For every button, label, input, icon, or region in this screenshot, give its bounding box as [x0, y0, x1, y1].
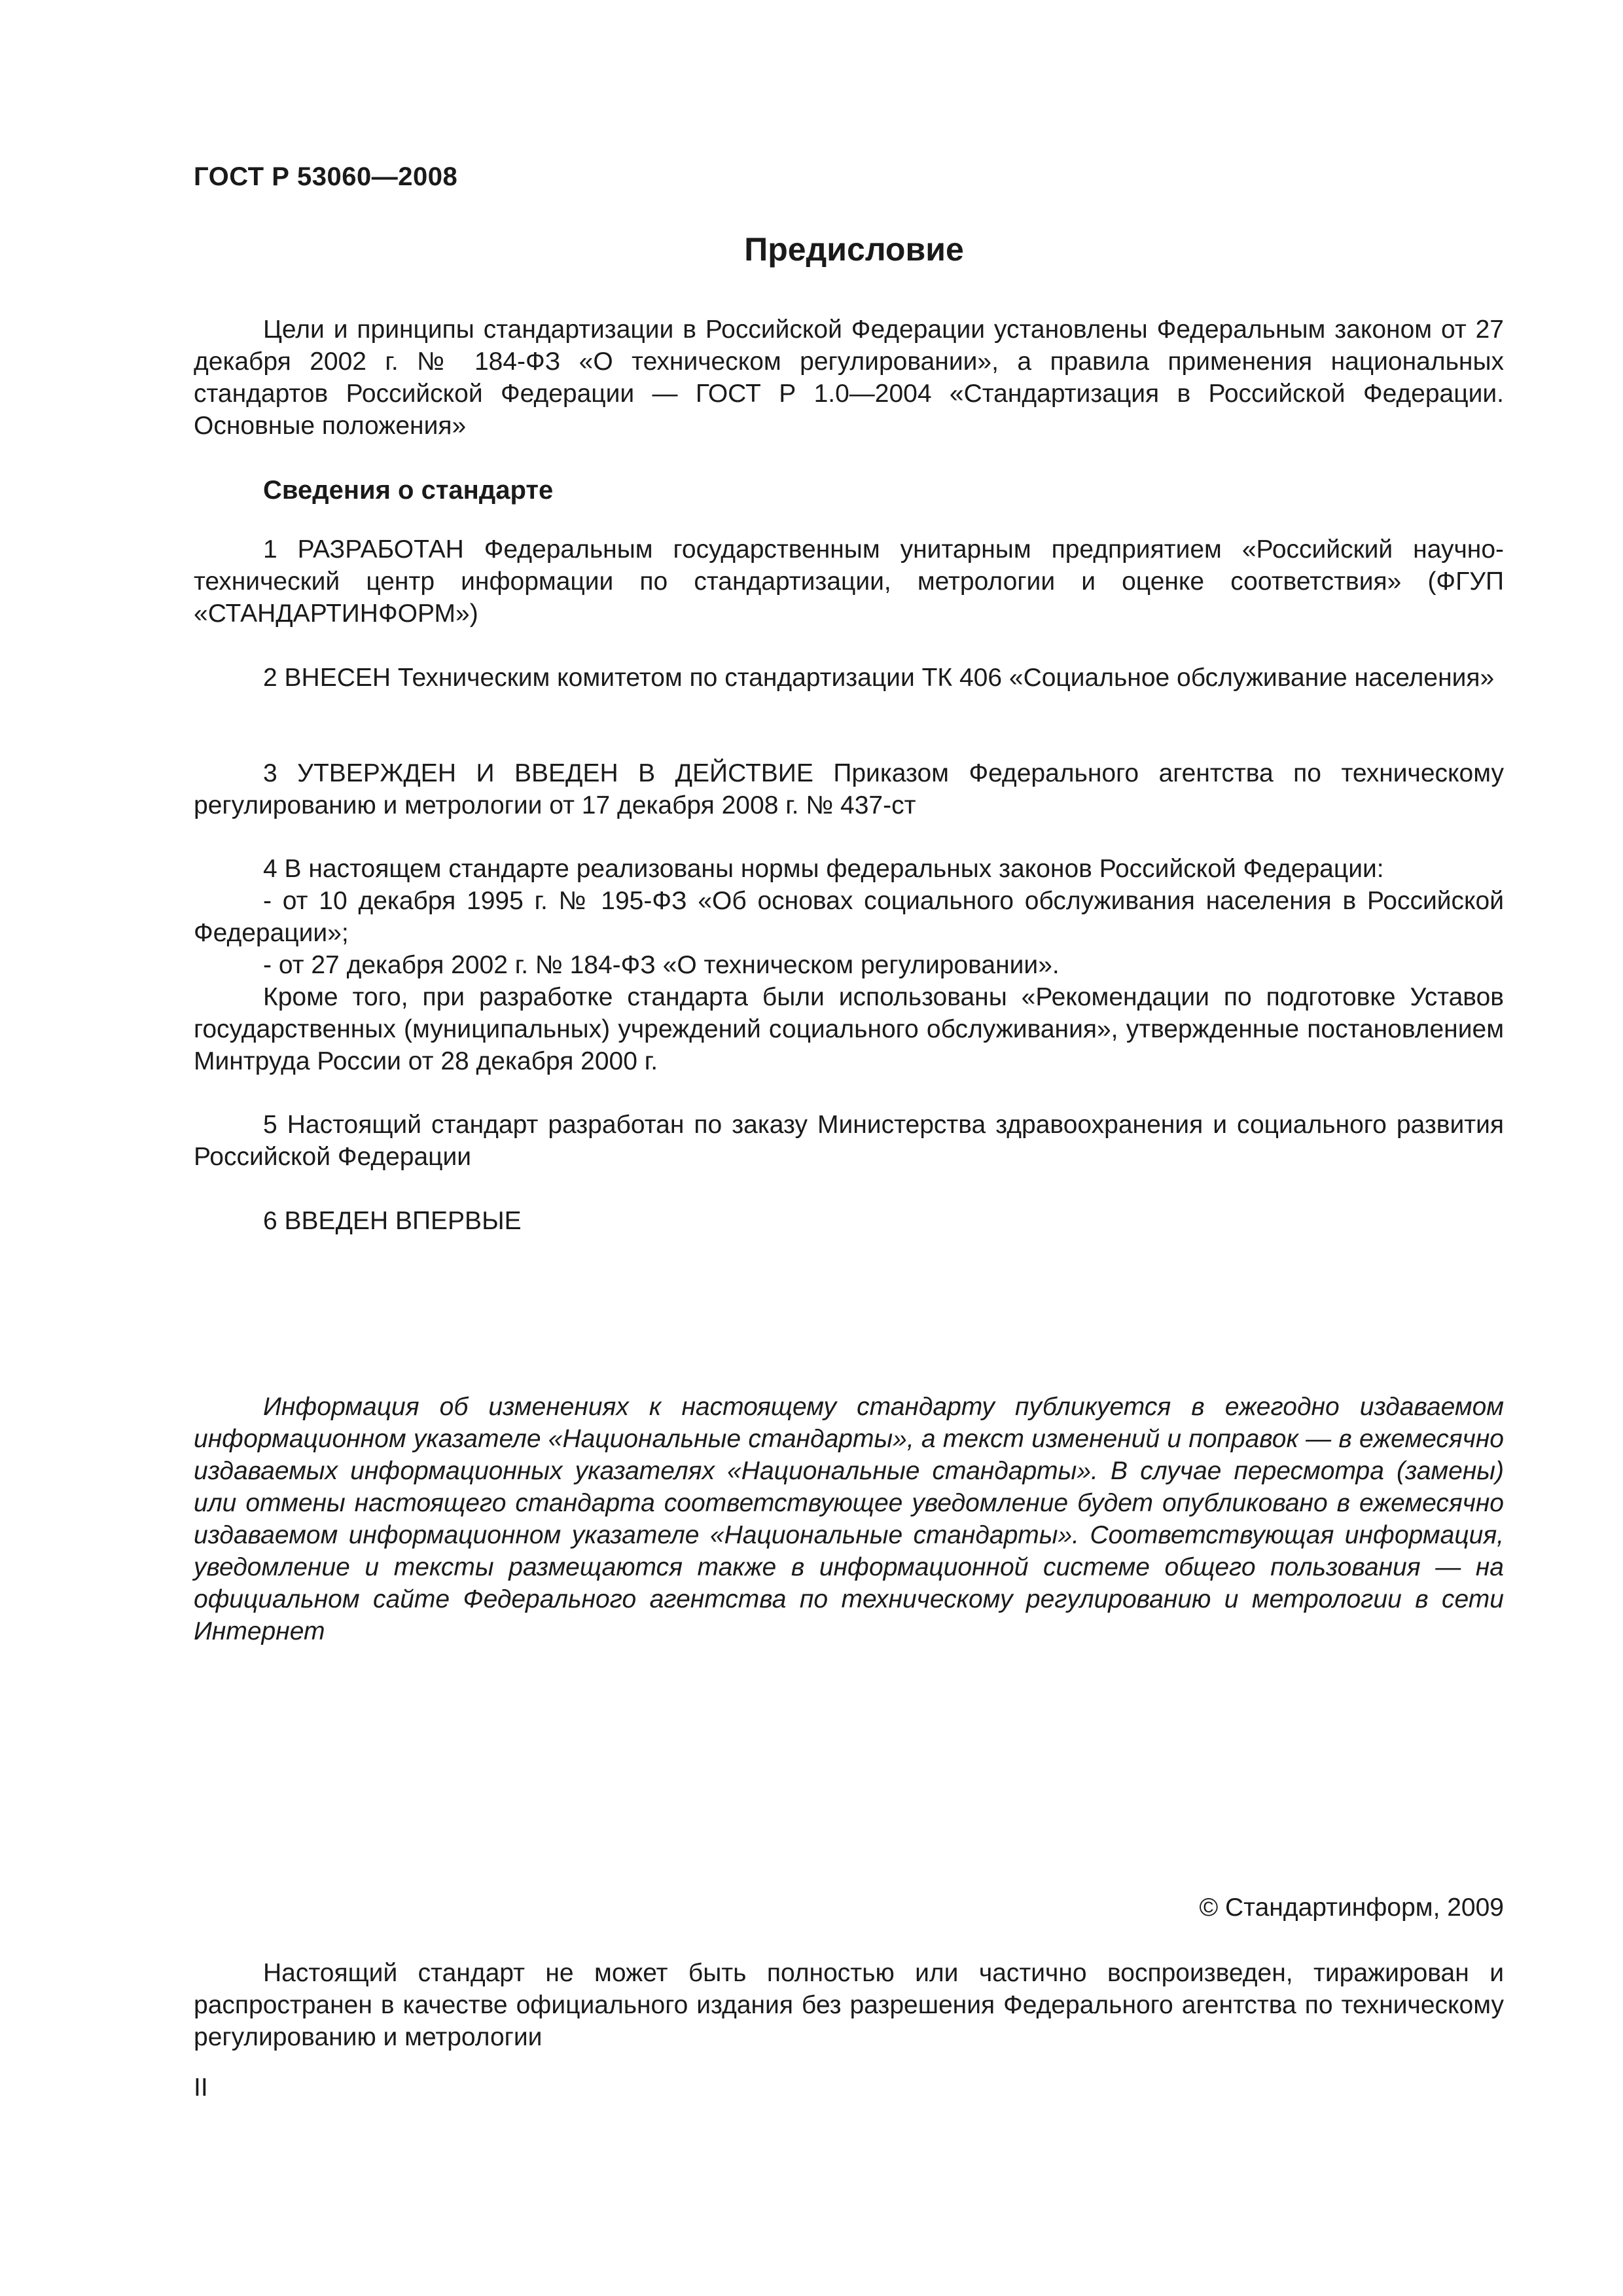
item-5-paragraph: 5 Настоящий стандарт разработан по заказу Министерства здравоохранения и социального развития Российской Федерации — [194, 1111, 1504, 1171]
item-6-paragraph: 6 ВВЕДЕН ВПЕРВЫЕ — [263, 1207, 522, 1235]
item-2-block — [194, 662, 1504, 694]
changes-notice-text: Информация об изменениях к настоящему стандарту публикуется в ежегодно издаваемом информационном указателе «Национальные стандарты», а текст изменений и поправок — в ежемесячно издаваемых информационных указателях «Национальные стандарты». В случае пересмотра (замены) или отмены настоящего стандарта соответствующее уведомление будет опубликовано в ежемесячно издаваемом информационном указателе «Национальные стандарты». Соответствующая информация, уведомление и тексты размещаются также в информационной системе общего пользования — на официальном сайте Федерального агентства по техническому регулированию и метрологии в сети Интернет — [194, 1393, 1504, 1645]
page-number: II — [194, 2073, 208, 2102]
item-4-note: Кроме того, при разработке стандарта были использованы «Рекомендации по подготовке Уставов государственных (муниципальных) учреждений социального обслуживания», утвержденные постановлением Минтруда России от 28 декабря 2000 г. — [194, 983, 1504, 1075]
item-3-paragraph: 3 УТВЕРЖДЕН И ВВЕДЕН В ДЕЙСТВИЕ Приказом Федерального агентства по техническому регулированию и метрологии от 17 декабря 2008 г. № 437-ст — [194, 759, 1504, 819]
item-1-block — [194, 533, 1504, 630]
item-4-block — [194, 853, 1504, 1077]
item-3-block — [194, 757, 1504, 821]
document-code: ГОСТ Р 53060—2008 — [194, 162, 458, 191]
reproduction-notice: Настоящий стандарт не может быть полностью или частично воспроизведен, тиражирован и распространен в качестве официального издания без разрешения Федерального агентства по техническому регулированию и метрологии — [194, 1959, 1504, 2051]
reproduction-block — [194, 1957, 1504, 2053]
changes-notice — [194, 1391, 1504, 1647]
item-5-block — [194, 1109, 1504, 1173]
item-4-law-2: - от 27 декабря 2002 г. № 184-ФЗ «О техническом регулировании». — [263, 951, 1060, 979]
intro-paragraph: Цели и принципы стандартизации в Российской Федерации установлены Федеральным законом от 27 декабря 2002 г. № 184-ФЗ «О техническом регулировании», а правила применения национальных стандартов Российской Федерации — ГОСТ Р 1.0—2004 «Стандартизация в Российской Федерации. Основные положения» — [194, 315, 1504, 440]
copyright-line: © Стандартинформ, 2009 — [1199, 1893, 1504, 1922]
item-1-paragraph: 1 РАЗРАБОТАН Федеральным государственным унитарным предприятием «Российский научно-технический центр информации по стандартизации, метрологии и оценке соответствия» (ФГУП «СТАНДАРТИНФОРМ») — [194, 535, 1504, 628]
item-6-block — [194, 1205, 1504, 1237]
item-2-paragraph: 2 ВНЕСЕН Техническим комитетом по стандартизации ТК 406 «Социальное обслуживание населения» — [263, 664, 1495, 692]
intro-block — [194, 314, 1504, 442]
item-4-law-1: - от 10 декабря 1995 г. № 195-ФЗ «Об основах социального обслуживания населения в Российской Федерации»; — [194, 887, 1504, 947]
section-title: Сведения о стандарте — [263, 476, 554, 505]
page-title: Предисловие — [744, 231, 964, 268]
item-4-lead: 4 В настоящем стандарте реализованы нормы федеральных законов Российской Федерации: — [263, 855, 1384, 883]
